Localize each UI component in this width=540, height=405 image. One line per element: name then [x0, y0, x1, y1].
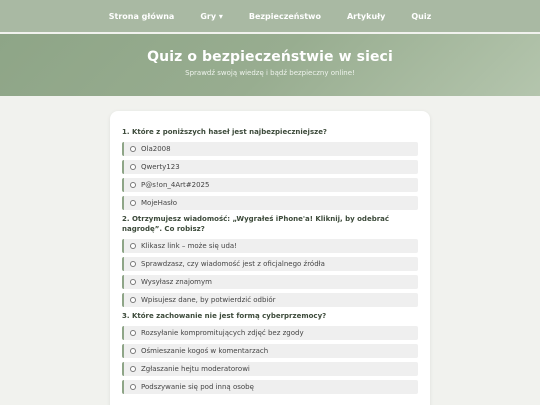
radio-button[interactable]: [130, 261, 136, 267]
answer-option[interactable]: [122, 380, 418, 394]
hero-banner: [0, 34, 540, 96]
quiz-card: [110, 111, 430, 405]
radio-button[interactable]: [130, 243, 136, 249]
answer-option[interactable]: [122, 326, 418, 340]
radio-button[interactable]: [130, 330, 136, 336]
option-label: Sprawdzasz, czy wiadomość jest z oficjalnego źródła: [141, 260, 325, 268]
radio-button[interactable]: [130, 348, 136, 354]
question-3: [122, 311, 418, 394]
radio-button[interactable]: [130, 279, 136, 285]
radio-button[interactable]: [130, 384, 136, 390]
option-label: Qwerty123: [141, 163, 180, 171]
radio-button[interactable]: [130, 297, 136, 303]
answer-option[interactable]: [122, 344, 418, 358]
answer-option[interactable]: [122, 178, 418, 192]
question-text: 3. Które zachowanie nie jest formą cyberprzemocy?: [122, 312, 327, 320]
top-navigation: [0, 0, 540, 32]
question-text: 2. Otrzymujesz wiadomość: „Wygrałeś iPhone'a! Kliknij, by odebrać nagrodę”. Co robisz?: [122, 215, 390, 233]
answer-option[interactable]: [122, 362, 418, 376]
answer-option[interactable]: [122, 275, 418, 289]
option-label: P@s!on_4Art#2025: [141, 181, 210, 189]
radio-button[interactable]: [130, 366, 136, 372]
page-title: Quiz o bezpieczeństwie w sieci: [147, 49, 393, 65]
answer-option[interactable]: [122, 160, 418, 174]
nav-games-dropdown[interactable]: Gry ▾: [200, 11, 223, 21]
question-text: 1. Które z poniższych haseł jest najbezpieczniejsze?: [122, 128, 327, 136]
option-label: Ola2008: [141, 145, 171, 153]
option-label: Zgłaszanie hejtu moderatorowi: [141, 365, 250, 373]
answer-option[interactable]: [122, 257, 418, 271]
option-label: Klikasz link – może się uda!: [141, 242, 237, 250]
radio-button[interactable]: [130, 182, 136, 188]
option-label: Rozsyłanie kompromitujących zdjęć bez zgody: [141, 329, 304, 337]
nav-security[interactable]: Bezpieczeństwo: [248, 11, 321, 21]
answer-option[interactable]: [122, 196, 418, 210]
page-subtitle: Sprawdź swoją wiedzę i bądź bezpieczny online!: [185, 69, 355, 77]
radio-button[interactable]: [130, 200, 136, 206]
radio-button[interactable]: [130, 146, 136, 152]
option-label: Wpisujesz dane, by potwierdzić odbiór: [141, 296, 276, 304]
answer-option[interactable]: [122, 293, 418, 307]
nav-articles[interactable]: Artykuły: [346, 11, 386, 21]
question-2: [122, 214, 418, 307]
option-label: MojeHasło: [141, 199, 178, 207]
radio-button[interactable]: [130, 164, 136, 170]
question-1: [122, 127, 418, 210]
nav-quiz[interactable]: Quiz: [411, 11, 432, 21]
option-label: Ośmieszanie kogoś w komentarzach: [141, 347, 269, 355]
option-label: Podszywanie się pod inną osobę: [141, 383, 254, 391]
nav-home[interactable]: Strona główna: [108, 11, 175, 21]
answer-option[interactable]: [122, 239, 418, 253]
answer-option[interactable]: [122, 142, 418, 156]
option-label: Wysyłasz znajomym: [141, 278, 212, 286]
